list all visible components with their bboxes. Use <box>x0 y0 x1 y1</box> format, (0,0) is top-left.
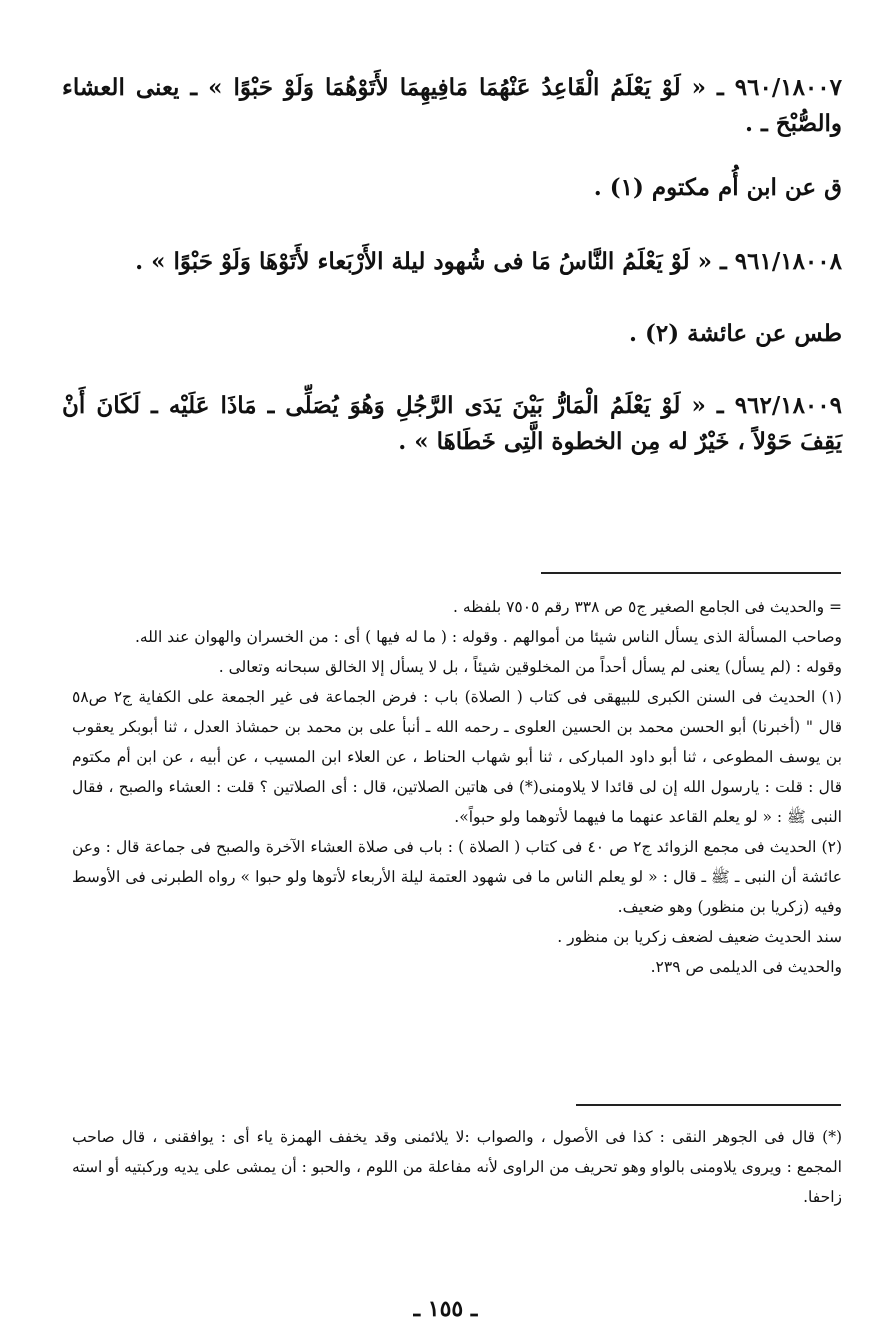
hadith-961-source: طس عن عائشة (٢) . <box>628 320 842 347</box>
footnote-divider <box>541 572 841 574</box>
note-divider <box>576 1104 841 1106</box>
footnote-2-chain-grade: سند الحديث ضعيف لضعف زكريا بن منظور . <box>557 928 842 946</box>
hadith-section <box>62 70 842 460</box>
hadith-961: ٩٦١/١٨٠٠٨ ـ « لَوْ يَعْلَمُ النَّاسُ مَا فى شُهود ليلة الأَرْبَعاء لأَتَوْهَا وَلَوْ حَبْوًا » . <box>135 248 842 275</box>
asterisk-note-section <box>72 1122 842 1212</box>
footnote-continuation-3: وقوله : (لم يسأل) يعنى لم يسأل أحداً من المخلوقين شيئاً ، بل لا يسأل إلا الخالق سبحانه وتعالى . <box>218 658 842 676</box>
footnote-1: (١) الحديث فى السنن الكبرى للبيهقى فى كتاب ( الصلاة) باب : فرض الجماعة فى غير الجمعة على الكفاية ج٢ ص٥٨ قال " (أخبرنا) أبو الحسن محمد بن الحسين العلوى ـ رحمه الله ـ أنبأ على بن محمد بن حمشاذ العدل ، ثنا أبوبكر يعقوب بن يوسف المطوعى ، ثنا أبو داود المباركى ، ثنا أبو شهاب الحناط ، عن العلاء ابن المسيب ، عن أبيه ، عن ابن أم مكتوم قال : قلت : يارسول الله إن لى قائدا لا يلاومنى(*) فى هاتين الصلاتين، قال : أى الصلاتين ؟ قلت : العشاء والصبح ، فقال النبى ﷺ : « لو يعلم القاعد عنهما ما فيهما لأتوهما ولو حبواً». <box>72 688 842 826</box>
footnote-continuation-2: وصاحب المسألة الذى يسأل الناس شيئا من أموالهم . وقوله : ( ما له فيها ) أى : من الخسران والهوان عند الله. <box>134 628 842 646</box>
footnote-2: (٢) الحديث فى مجمع الزوائد ج٢ ص ٤٠ فى كتاب ( الصلاة ) : باب فى صلاة العشاء الآخرة والصبح فى جماعة قال : وعن عائشة أن النبى ـ ﷺ ـ قال : « لو يعلم الناس ما فى شهود العتمة ليلة الأربعاء لأتوها ولو حبوا » رواه الطبرنى فى الأوسط وفيه (زكريا بن منظور) وهو ضعيف. <box>72 838 842 916</box>
hadith-960: ٩٦٠/١٨٠٠٧ ـ « لَوْ يَعْلَمُ الْقَاعِدُ عَنْهُمَا مَافِيهِمَا لأَتَوْهُمَا وَلَوْ حَبْوًا » ـ يعنى العشاء والصُّبْحَ ـ . <box>62 74 842 137</box>
hadith-962: ٩٦٢/١٨٠٠٩ ـ « لَوْ يَعْلَمُ الْمَارُّ بَيْنَ يَدَى الرَّجُلِ وَهُوَ يُصَلِّى ـ مَاذَا عَلَيْه ـ لَكَانَ أَنْ يَقِفَ حَوْلاً ، خَيْرٌ له مِن الخطوة الَّتِى خَطَاهَا » . <box>62 392 842 455</box>
hadith-960-source: ق عن ابن أُم مكتوم (١) . <box>593 174 842 201</box>
footnote-continuation-1: = والحديث فى الجامع الصغير ج٥ ص ٣٣٨ رقم ٧٥٠٥ بلفظه . <box>452 598 842 616</box>
page-number: ـ ١٥٥ ـ <box>413 1296 478 1322</box>
footnote-2-daylami: والحديث فى الديلمى ص ٢٣٩. <box>650 958 842 976</box>
asterisk-note: (*) قال فى الجوهر النقى : كذا فى الأصول ، والصواب :لا يلائمنى وقد يخفف الهمزة ياء أى : يوافقنى ، قال صاحب المجمع : ويروى يلاومنى بالواو وهو تحريف من الراوى لأنه مفاعلة من اللوم ، والحبو : أن يمشى على يديه وركبتيه أو استه زاحفا. <box>72 1128 842 1206</box>
footnotes-section <box>72 592 842 982</box>
